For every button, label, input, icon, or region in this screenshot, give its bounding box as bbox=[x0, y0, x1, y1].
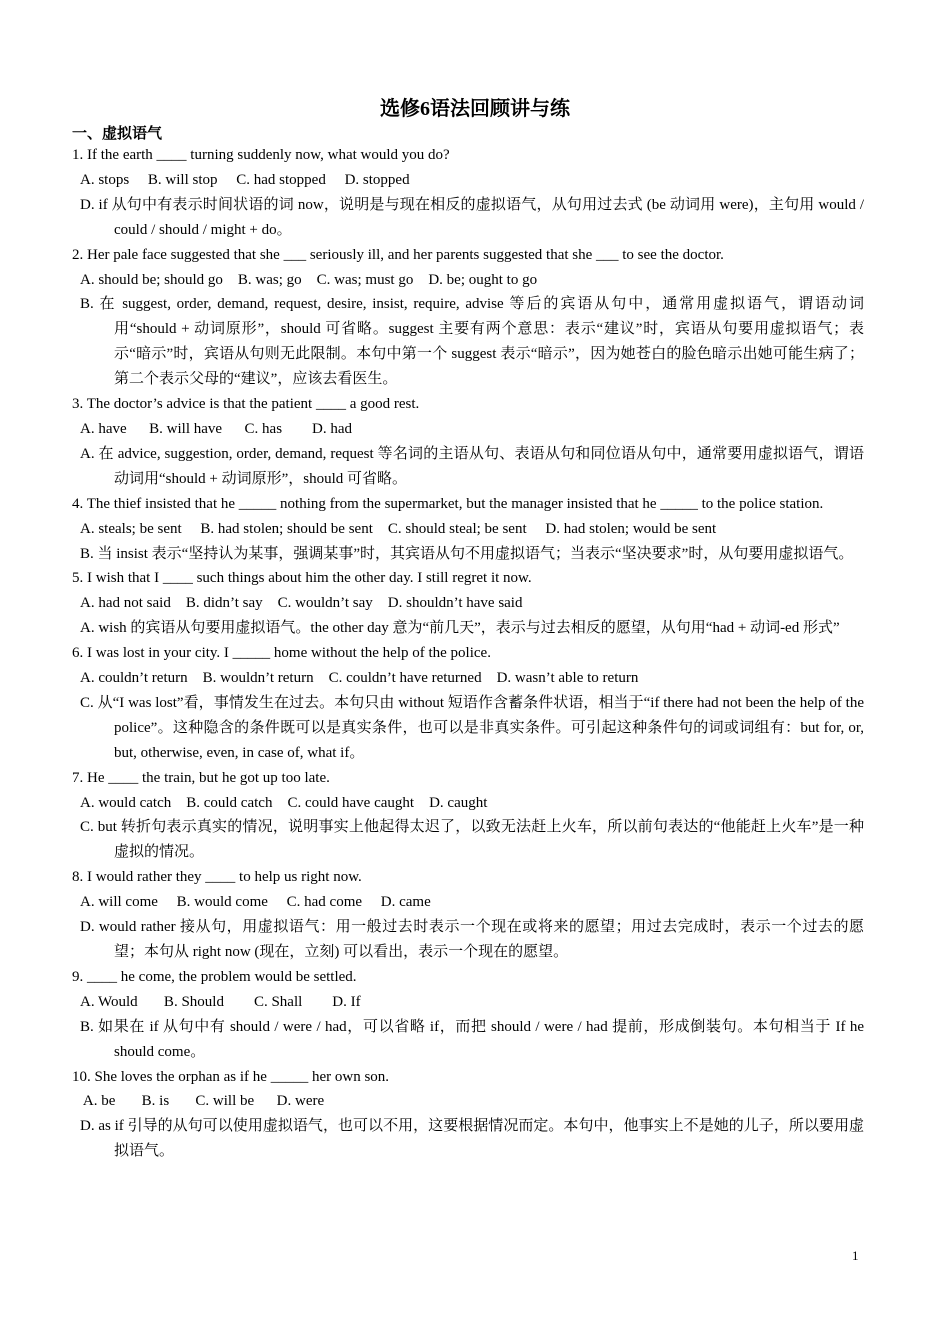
question-text: 9. ____ he come, the problem would be settled. bbox=[72, 968, 357, 985]
question-block bbox=[72, 392, 864, 492]
answer-explanation: B. 如果在 if 从句中有 should / were / had，可以省略 if，而把 should / were / had 提前，形成倒装句。本句相当于 If he should come。 bbox=[80, 1018, 864, 1060]
question-block bbox=[72, 865, 864, 965]
answer-options: A. stops B. will stop C. had stopped D. stopped bbox=[80, 171, 410, 188]
question-block bbox=[72, 566, 864, 641]
question-text: 8. I would rather they ____ to help us right now. bbox=[72, 869, 362, 886]
answer-options: A. couldn’t return B. wouldn’t return C. couldn’t have returned D. wasn’t able to return bbox=[80, 670, 639, 687]
question-text: 3. The doctor’s advice is that the patient ____ a good rest. bbox=[72, 396, 420, 413]
question-text: 7. He ____ the train, but he got up too late. bbox=[72, 769, 330, 786]
section-heading: 一、虚拟语气 bbox=[72, 126, 163, 142]
question-block bbox=[72, 641, 864, 766]
answer-explanation: C. but 转折句表示真实的情况，说明事实上他起得太迟了，以致无法赶上火车，所以前句表达的“他能赶上火车”是一种虚拟的情况。 bbox=[80, 819, 864, 861]
questions-list bbox=[72, 143, 864, 1164]
answer-explanation: B. 在 suggest, order, demand, request, desire, insist, require, advise 等后的宾语从句中，通常用虚拟语气，谓语动词用“should + 动词原形”，should 可省略。suggest 主要有两个意思：表示“建议”时，宾语从句要用虚拟语气；表示“暗示”时，宾语从句则无此限制。本句中第一个 suggest 表示“暗示”，因为她苍白的脸色暗示出她可能生病了；第二个表示父母的“建议”，应该去看医生。 bbox=[80, 296, 864, 388]
answer-options: A. will come B. would come C. had come D. came bbox=[80, 894, 431, 911]
question-block bbox=[72, 766, 864, 866]
answer-options: A. steals; be sent B. had stolen; should be sent C. should steal; be sent D. had stolen; would be sent bbox=[80, 520, 717, 537]
answer-options: A. have B. will have C. has D. had bbox=[80, 420, 353, 437]
question-text: 2. Her pale face suggested that she ___ seriously ill, and her parents suggested that she ___ to see the doctor. bbox=[72, 246, 724, 263]
answer-explanation: D. if 从句中有表示时间状语的词 now，说明是与现在相反的虚拟语气，从句用过去式 (be 动词用 were)，主句用 would / could / should / might + do。 bbox=[80, 196, 864, 238]
question-text: 6. I was lost in your city. I _____ home without the help of the police. bbox=[72, 645, 491, 662]
question-text: 10. She loves the orphan as if he _____ her own son. bbox=[72, 1068, 390, 1085]
question-text: 1. If the earth ____ turning suddenly now, what would you do? bbox=[72, 147, 450, 163]
question-block bbox=[72, 1065, 864, 1165]
answer-options: A. should be; should go B. was; go C. was; must go D. be; ought to go bbox=[80, 271, 538, 288]
page-number: 1 bbox=[852, 1248, 859, 1263]
answer-options: A. be B. is C. will be D. were bbox=[80, 1093, 325, 1110]
answer-explanation: B. 当 insist 表示“坚持认为某事，强调某事”时，其宾语从句不用虚拟语气；当表示“坚决要求”时，从句要用虚拟语气。 bbox=[80, 545, 854, 562]
answer-explanation: C. 从“I was lost”看，事情发生在过去。本句只由 without 短语作含蓄条件状语，相当于“if there had not been the help of the police”。这种隐含的条件既可以是真实条件，也可以是非真实条件。可引起这种条件句的词或词组有：but for, or, but, otherwise, even, in case of, what if。 bbox=[80, 694, 864, 761]
question-block bbox=[72, 965, 864, 1065]
question-text: 4. The thief insisted that he _____ nothing from the supermarket, but the manager insisted that he _____ to the police station. bbox=[72, 495, 824, 512]
question-text: 5. I wish that I ____ such things about him the other day. I still regret it now. bbox=[72, 570, 532, 587]
answer-explanation: A. 在 advice, suggestion, order, demand, request 等名词的主语从句、表语从句和同位语从句中，通常要用虚拟语气，谓语动词用“should + 动词原形”，should 可省略。 bbox=[80, 445, 864, 487]
question-block bbox=[72, 243, 864, 392]
question-block bbox=[72, 143, 864, 243]
answer-options: A. had not said B. didn’t say C. wouldn’t say D. shouldn’t have said bbox=[80, 595, 523, 612]
answer-explanation: D. would rather 接从句，用虚拟语气：用一般过去时表示一个现在或将来的愿望；用过去完成时，表示一个过去的愿望；本句从 right now (现在，立刻) 可以看出，表示一个现在的愿望。 bbox=[80, 919, 864, 960]
page-title: 选修6语法回顾讲与练 bbox=[380, 98, 570, 120]
answer-explanation: D. as if 引导的从句可以使用虚拟语气，也可以不用，这要根据情况而定。本句中，他事实上不是她的儿子，所以要用虚拟语气。 bbox=[80, 1118, 864, 1160]
answer-options: A. would catch B. could catch C. could have caught D. caught bbox=[80, 794, 488, 811]
answer-explanation: A. wish 的宾语从句要用虚拟语气。the other day 意为“前几天”，表示与过去相反的愿望，从句用“had + 动词-ed 形式” bbox=[80, 620, 840, 637]
question-block bbox=[72, 492, 864, 567]
answer-options: A. Would B. Should C. Shall D. If bbox=[80, 993, 361, 1010]
